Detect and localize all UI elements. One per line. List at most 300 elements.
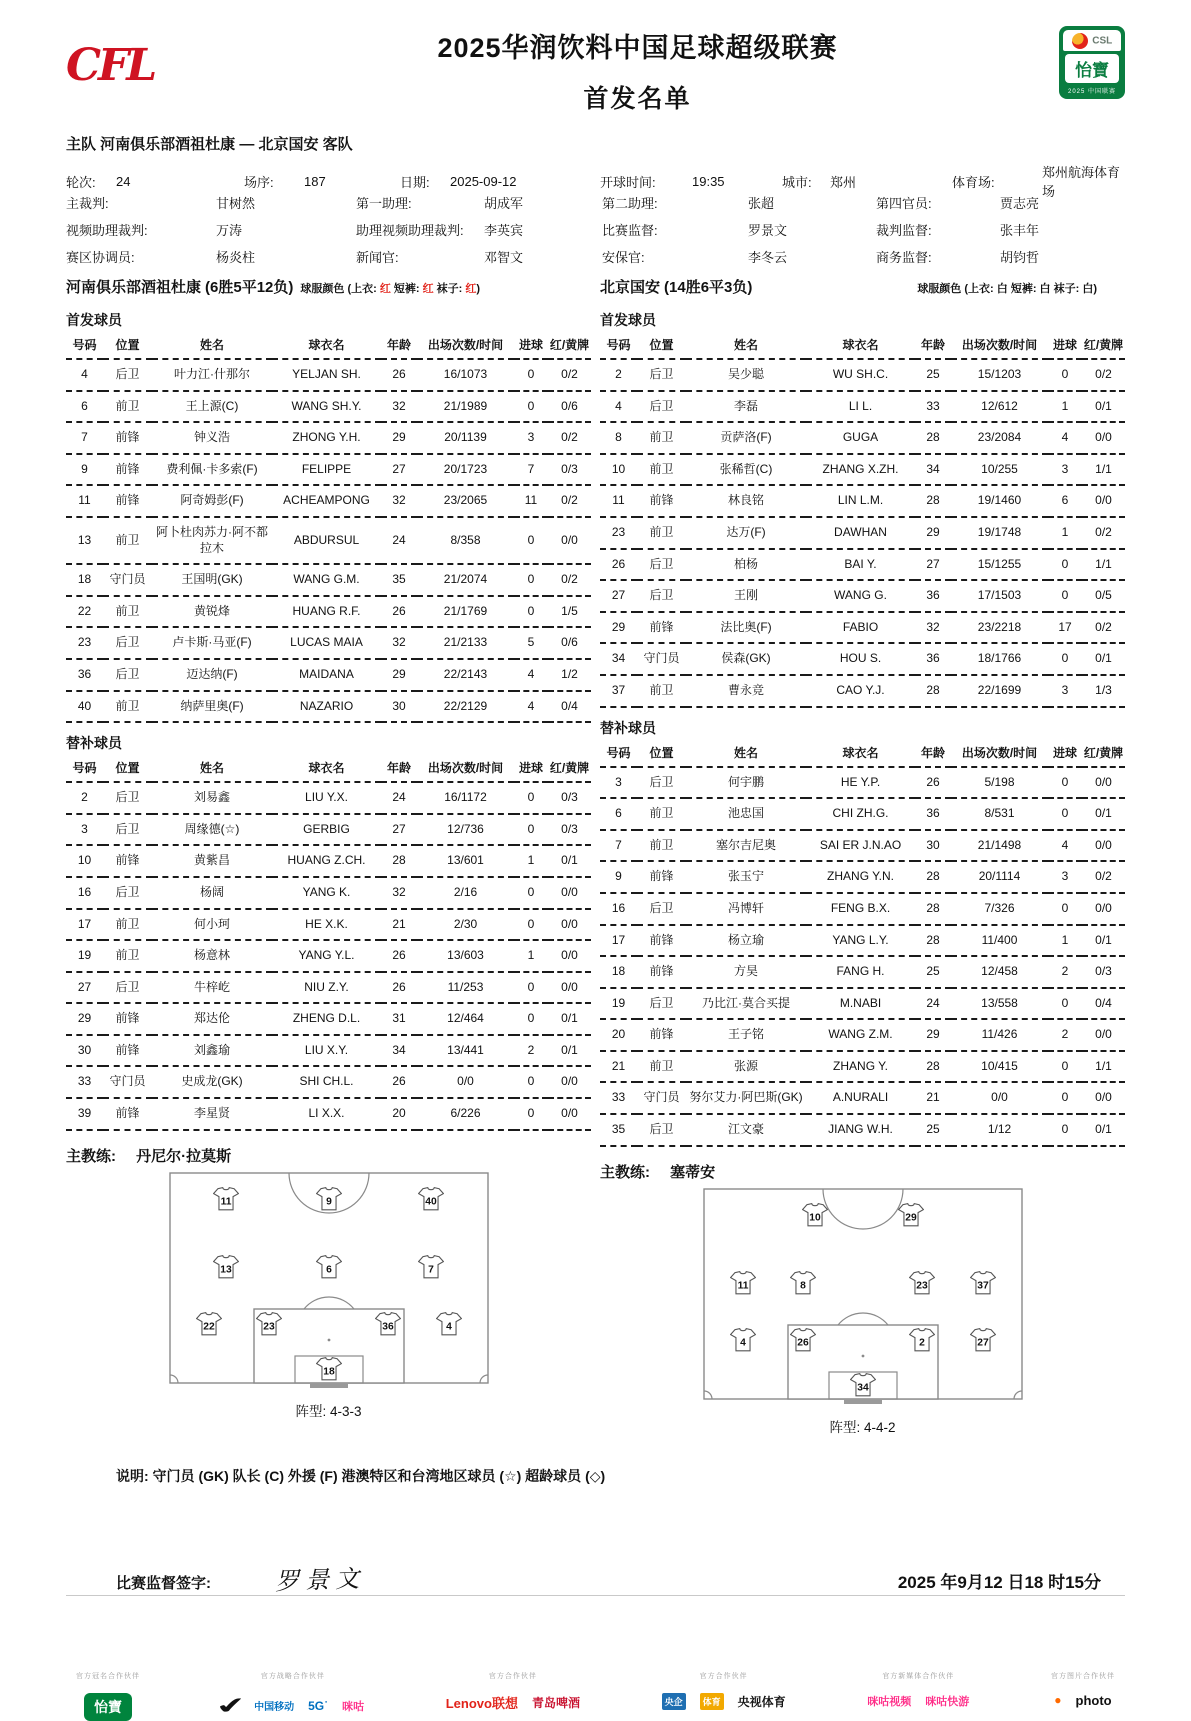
info-label: 主裁判:: [66, 196, 109, 211]
player-cell: 0: [514, 1098, 548, 1130]
svg-text:23: 23: [915, 1280, 928, 1292]
player-cell: 2/16: [417, 877, 514, 909]
player-cell: 后卫: [637, 549, 686, 581]
svg-text:26: 26: [797, 1337, 810, 1349]
player-cell: 前锋: [637, 956, 686, 988]
player-cell: 1/5: [548, 596, 591, 628]
player-cell: 3: [1048, 675, 1082, 707]
player-cell: 0: [1048, 798, 1082, 830]
player-cell: 7/326: [951, 893, 1048, 925]
player-cell: 周缘德(☆): [152, 814, 272, 846]
away-subs-table: [600, 740, 1125, 1147]
player-row: [600, 454, 1125, 486]
player-cell: 塞尔吉尼奥: [686, 830, 806, 862]
player-cell: 张稀哲(C): [686, 454, 806, 486]
player-cell: 29: [381, 422, 417, 454]
player-cell: 0/1: [1082, 391, 1125, 423]
player-cell: 35: [600, 1114, 637, 1146]
player-cell: 李磊: [686, 391, 806, 423]
player-cell: 迈达纳(F): [152, 659, 272, 691]
player-cell: 后卫: [103, 627, 152, 659]
player-cell: 32: [915, 612, 951, 644]
player-cell: 前锋: [103, 1003, 152, 1035]
player-jersey-icon: [790, 1271, 816, 1295]
player-row: [600, 1019, 1125, 1051]
home-subs-label: 替补球员: [66, 735, 122, 752]
player-cell: 0: [514, 877, 548, 909]
kit-color-text: 白: [1039, 283, 1051, 295]
player-cell: 1: [1048, 925, 1082, 957]
svg-text:22: 22: [202, 1321, 215, 1333]
csl-year-text: 2025 中国联赛: [1067, 89, 1116, 95]
player-cell: 0: [514, 814, 548, 846]
player-cell: 前锋: [637, 612, 686, 644]
info-label: 体育场:: [952, 174, 995, 190]
column-header: 红/黄牌: [1082, 740, 1125, 767]
player-cell: 24: [381, 517, 417, 564]
info-value: 杨炎柱: [216, 250, 256, 265]
player-cell: 0/1: [548, 1035, 591, 1067]
player-cell: 0: [1048, 767, 1082, 799]
sponsor-group: [212, 1671, 365, 1719]
player-cell: LI L.: [806, 391, 915, 423]
svg-text:29: 29: [904, 1212, 917, 1224]
player-cell: 0: [514, 517, 548, 564]
player-cell: 16: [66, 877, 103, 909]
home-formation-pitch: [169, 1172, 489, 1384]
player-jersey-icon: [375, 1312, 401, 1336]
svg-text:9: 9: [325, 1196, 332, 1208]
player-cell: 0/2: [548, 485, 591, 517]
player-cell: 前锋: [103, 1098, 152, 1130]
player-cell: 37: [600, 675, 637, 707]
player-cell: 0: [1048, 893, 1082, 925]
player-cell: 11/253: [417, 972, 514, 1004]
player-cell: 0/3: [548, 814, 591, 846]
column-header: 进球: [1048, 740, 1082, 767]
column-header: 出场次数/时间: [417, 755, 514, 782]
column-header: 年龄: [381, 755, 417, 782]
column-header: 号码: [600, 332, 637, 359]
away-starters-label: 首发球员: [600, 312, 656, 328]
player-cell: 池忠国: [686, 798, 806, 830]
player-cell: 0: [1048, 580, 1082, 612]
column-header: 进球: [1048, 332, 1082, 359]
player-cell: 0/0: [548, 877, 591, 909]
player-cell: 0: [1048, 549, 1082, 581]
table-header-row: [600, 740, 1125, 767]
svg-text:40: 40: [425, 1196, 437, 1208]
column-header: 进球: [514, 332, 548, 359]
player-jersey-icon: [970, 1271, 996, 1295]
info-value: 24: [116, 173, 131, 189]
kit-color-text: 袜子:: [433, 283, 466, 295]
player-cell: 后卫: [103, 877, 152, 909]
column-header: 位置: [637, 740, 686, 767]
player-cell: 8: [600, 422, 637, 454]
home-team-record: (6胜5平12负): [205, 279, 294, 296]
player-row: [600, 767, 1125, 799]
csl-letters: CSL: [1092, 35, 1113, 47]
player-row: [66, 972, 591, 1004]
player-cell: 3: [66, 814, 103, 846]
player-cell: 0/2: [548, 359, 591, 391]
player-cell: 0: [514, 1066, 548, 1098]
player-cell: 前卫: [103, 517, 152, 564]
player-jersey-icon: [790, 1328, 816, 1352]
player-jersey-icon: [909, 1271, 935, 1295]
player-cell: 前锋: [103, 422, 152, 454]
column-header: 球衣名: [272, 332, 381, 359]
player-cell: 乃比江·莫合买提: [686, 988, 806, 1020]
player-cell: 前卫: [637, 798, 686, 830]
home-team-column: [66, 276, 591, 1420]
player-cell: 0/1: [1082, 925, 1125, 957]
player-row: [600, 675, 1125, 707]
player-cell: 0: [514, 596, 548, 628]
svg-text:18: 18: [322, 1366, 335, 1378]
player-cell: 林良铭: [686, 485, 806, 517]
team-columns: [66, 276, 1125, 1436]
column-header: 号码: [66, 755, 103, 782]
player-cell: WANG Z.M.: [806, 1019, 915, 1051]
player-cell: 后卫: [103, 814, 152, 846]
player-cell: 前卫: [637, 422, 686, 454]
player-cell: 0/0: [1082, 830, 1125, 862]
player-cell: 13: [66, 517, 103, 564]
kit-color-text: ): [1093, 283, 1097, 295]
sponsor-tier-label: 官方合作伙伴: [699, 1672, 748, 1680]
player-cell: 郑达伦: [152, 1003, 272, 1035]
sponsor-logo-row: [662, 1693, 786, 1710]
player-row: [600, 956, 1125, 988]
player-cell: LIU Y.X.: [272, 782, 381, 814]
player-cell: ABDURSUL: [272, 517, 381, 564]
player-cell: 守门员: [103, 564, 152, 596]
player-row: [600, 422, 1125, 454]
player-cell: 21/1769: [417, 596, 514, 628]
officials-row: [66, 189, 1125, 216]
player-row: [600, 359, 1125, 391]
player-cell: WU SH.C.: [806, 359, 915, 391]
player-cell: 前锋: [103, 1035, 152, 1067]
column-header: 号码: [66, 332, 103, 359]
player-cell: 0/2: [1082, 359, 1125, 391]
player-cell: 0: [1048, 643, 1082, 675]
info-label: 比赛监督:: [602, 223, 658, 238]
player-cell: 27: [66, 972, 103, 1004]
info-label: 开球时间:: [600, 174, 656, 190]
player-cell: 1: [514, 845, 548, 877]
player-cell: 6: [600, 798, 637, 830]
player-cell: 杨立瑜: [686, 925, 806, 957]
player-cell: 31: [381, 1003, 417, 1035]
player-row: [600, 861, 1125, 893]
player-cell: 阿卜杜肉苏力·阿不都拉木: [152, 517, 272, 564]
player-cell: 21/1989: [417, 391, 514, 423]
player-cell: 杨意林: [152, 940, 272, 972]
player-cell: 21/2074: [417, 564, 514, 596]
player-cell: 2: [600, 359, 637, 391]
player-cell: 11/400: [951, 925, 1048, 957]
player-row: [66, 1035, 591, 1067]
player-row: [66, 1066, 591, 1098]
player-cell: 6: [1048, 485, 1082, 517]
player-cell: DAWHAN: [806, 517, 915, 549]
player-row: [66, 596, 591, 628]
migu-logo-icon: 咪咕: [342, 1700, 365, 1713]
player-jersey-icon: [970, 1328, 996, 1352]
player-cell: 1: [514, 940, 548, 972]
player-cell: WANG G.: [806, 580, 915, 612]
player-cell: 0/0: [1082, 485, 1125, 517]
table-header-row: [66, 332, 591, 359]
info-label: 第四官员:: [876, 196, 932, 211]
player-cell: 0/5: [1082, 580, 1125, 612]
player-cell: 费利佩·卡多索(F): [152, 454, 272, 486]
player-cell: 0: [514, 391, 548, 423]
player-cell: 前锋: [103, 454, 152, 486]
player-cell: 曹永竞: [686, 675, 806, 707]
away-formation-pitch: [703, 1188, 1023, 1400]
player-cell: M.NABI: [806, 988, 915, 1020]
home-team-name: 河南俱乐部酒祖杜康: [66, 279, 202, 296]
sponsor-tier-label: 官方新媒体合作伙伴: [882, 1672, 955, 1680]
home-team-header: [66, 276, 591, 300]
svg-text:7: 7: [428, 1264, 434, 1276]
player-cell: 20: [381, 1098, 417, 1130]
coach-label: 主教练:: [66, 1147, 116, 1165]
column-header: 位置: [103, 332, 152, 359]
player-cell: FENG B.X.: [806, 893, 915, 925]
player-cell: 18/1766: [951, 643, 1048, 675]
player-cell: 0/1: [1082, 643, 1125, 675]
coach-label: 主教练:: [600, 1163, 650, 1181]
player-cell: 0: [514, 909, 548, 941]
player-cell: 23: [600, 517, 637, 549]
player-jersey-icon: [730, 1271, 756, 1295]
player-cell: LUCAS MAIA: [272, 627, 381, 659]
sponsor-tier-label: 官方冠名合作伙伴: [76, 1672, 140, 1680]
player-cell: SAI ER J.N.AO: [806, 830, 915, 862]
player-cell: 0: [514, 359, 548, 391]
player-cell: 1: [1048, 391, 1082, 423]
sponsor-logo-row: [212, 1691, 365, 1719]
player-cell: 36: [915, 580, 951, 612]
photo-logo-icon: photo: [1075, 1692, 1112, 1708]
player-cell: 23/2065: [417, 485, 514, 517]
player-cell: 16/1172: [417, 782, 514, 814]
player-cell: 0/2: [548, 564, 591, 596]
player-cell: 0/0: [1082, 767, 1125, 799]
player-cell: 4: [514, 659, 548, 691]
player-cell: LI X.X.: [272, 1098, 381, 1130]
player-cell: JIANG W.H.: [806, 1114, 915, 1146]
player-row: [66, 845, 591, 877]
player-cell: LIN L.M.: [806, 485, 915, 517]
tsingtao-logo-icon: 青岛啤酒: [531, 1695, 580, 1710]
photodot-logo-icon: ●: [1054, 1693, 1062, 1708]
player-cell: 0/0: [1082, 1082, 1125, 1114]
player-cell: 前锋: [637, 485, 686, 517]
player-cell: 19: [66, 940, 103, 972]
column-header: 红/黄牌: [1082, 332, 1125, 359]
info-value: 2025-09-12: [450, 173, 517, 189]
player-jersey-icon: [802, 1203, 828, 1227]
player-cell: 26: [915, 767, 951, 799]
player-cell: SHI CH.L.: [272, 1066, 381, 1098]
column-header: 号码: [600, 740, 637, 767]
away-team-header: [600, 276, 1125, 300]
player-cell: ACHEAMPONG: [272, 485, 381, 517]
player-cell: 0: [1048, 1114, 1082, 1146]
player-cell: 0/1: [1082, 798, 1125, 830]
player-cell: ZHONG Y.H.: [272, 422, 381, 454]
player-cell: 28: [915, 925, 951, 957]
player-cell: 0: [1048, 359, 1082, 391]
table-header-row: [66, 755, 591, 782]
info-label: 第一助理:: [356, 196, 412, 211]
home-kit-colors: [300, 280, 480, 296]
player-cell: 25: [915, 956, 951, 988]
player-cell: 21/1498: [951, 830, 1048, 862]
player-row: [66, 877, 591, 909]
home-subs-table: [66, 755, 591, 1131]
svg-text:34: 34: [856, 1382, 869, 1394]
player-cell: 23: [66, 627, 103, 659]
info-value: 李英宾: [484, 223, 524, 238]
player-cell: 27: [915, 549, 951, 581]
player-row: [66, 1003, 591, 1035]
player-cell: 13/558: [951, 988, 1048, 1020]
player-cell: 0: [514, 1003, 548, 1035]
player-cell: 17: [1048, 612, 1082, 644]
yibao-logo-icon: 怡寶: [84, 1693, 132, 1721]
away-coach-name: 塞蒂安: [670, 1163, 716, 1181]
player-cell: 11: [514, 485, 548, 517]
player-cell: 0: [514, 972, 548, 1004]
player-cell: 27: [381, 814, 417, 846]
player-cell: 5: [514, 627, 548, 659]
supervisor-signature: 罗景文: [274, 1564, 366, 1596]
kit-color-text: 白: [1082, 283, 1094, 295]
column-header: 红/黄牌: [548, 332, 591, 359]
player-cell: 0/2: [1082, 517, 1125, 549]
column-header: 出场次数/时间: [417, 332, 514, 359]
column-header: 位置: [103, 755, 152, 782]
svg-text:11: 11: [737, 1280, 748, 1292]
player-row: [600, 925, 1125, 957]
player-cell: 1/2: [548, 659, 591, 691]
player-cell: 26: [381, 940, 417, 972]
player-cell: 27: [381, 454, 417, 486]
player-cell: 36: [915, 798, 951, 830]
player-row: [66, 909, 591, 941]
table-header-row: [600, 332, 1125, 359]
player-cell: 10/255: [951, 454, 1048, 486]
info-label: 安保官:: [602, 250, 645, 265]
player-cell: 后卫: [637, 359, 686, 391]
player-cell: 后卫: [637, 767, 686, 799]
player-row: [66, 564, 591, 596]
player-cell: 11: [66, 485, 103, 517]
player-cell: 王刚: [686, 580, 806, 612]
player-cell: 纳萨里奥(F): [152, 691, 272, 723]
player-cell: 前卫: [103, 909, 152, 941]
player-cell: 32: [381, 391, 417, 423]
player-cell: 后卫: [103, 659, 152, 691]
player-row: [600, 988, 1125, 1020]
sponsor-group: [446, 1671, 580, 1712]
info-value: 187: [304, 173, 326, 189]
player-cell: 26: [381, 1066, 417, 1098]
player-cell: 0/6: [548, 391, 591, 423]
player-cell: WANG SH.Y.: [272, 391, 381, 423]
info-label: 助理视频助理裁判:: [356, 223, 464, 238]
player-cell: NIU Z.Y.: [272, 972, 381, 1004]
player-jersey-icon: [436, 1312, 462, 1336]
player-jersey-icon: [256, 1312, 282, 1336]
sponsor-tier-label: 官方合作伙伴: [488, 1672, 537, 1680]
player-cell: 16/1073: [417, 359, 514, 391]
player-row: [66, 659, 591, 691]
player-cell: 30: [66, 1035, 103, 1067]
sponsor-footer: [66, 1671, 1125, 1721]
player-cell: 29: [915, 1019, 951, 1051]
player-cell: 法比奥(F): [686, 612, 806, 644]
player-cell: 27: [600, 580, 637, 612]
player-cell: 25: [915, 359, 951, 391]
player-cell: 0: [1048, 988, 1082, 1020]
player-cell: 后卫: [637, 893, 686, 925]
player-cell: HE X.K.: [272, 909, 381, 941]
column-header: 年龄: [915, 740, 951, 767]
player-cell: 后卫: [637, 1114, 686, 1146]
player-cell: 卢卡斯·马亚(F): [152, 627, 272, 659]
cmcc-logo-icon: 中国移动: [254, 1702, 295, 1714]
player-cell: 6: [66, 391, 103, 423]
player-cell: 0/3: [548, 454, 591, 486]
kit-color-text: 球服颜色 (上衣:: [300, 283, 380, 295]
player-cell: 25: [915, 1114, 951, 1146]
player-cell: 后卫: [637, 580, 686, 612]
player-row: [600, 1114, 1125, 1146]
migu3-logo-icon: 咪咕快游: [925, 1695, 970, 1708]
player-row: [600, 612, 1125, 644]
cfl-logo: [66, 26, 216, 91]
info-value: 张超: [748, 196, 775, 211]
column-header: 位置: [637, 332, 686, 359]
player-cell: 36: [66, 659, 103, 691]
column-header: 球衣名: [272, 755, 381, 782]
player-cell: 0: [1048, 1082, 1082, 1114]
player-row: [66, 422, 591, 454]
mark2-logo-icon: 体育: [700, 1693, 724, 1710]
player-jersey-icon: [898, 1203, 924, 1227]
player-cell: 13/603: [417, 940, 514, 972]
player-cell: 12/736: [417, 814, 514, 846]
player-cell: 4: [66, 359, 103, 391]
player-cell: 21: [381, 909, 417, 941]
svg-text:6: 6: [325, 1264, 332, 1276]
kit-color-text: 短裤:: [1007, 283, 1040, 295]
player-row: [600, 798, 1125, 830]
player-cell: NAZARIO: [272, 691, 381, 723]
player-cell: 28: [915, 485, 951, 517]
player-cell: 前卫: [103, 691, 152, 723]
player-cell: 何宇鹏: [686, 767, 806, 799]
info-value: 万涛: [216, 223, 243, 238]
